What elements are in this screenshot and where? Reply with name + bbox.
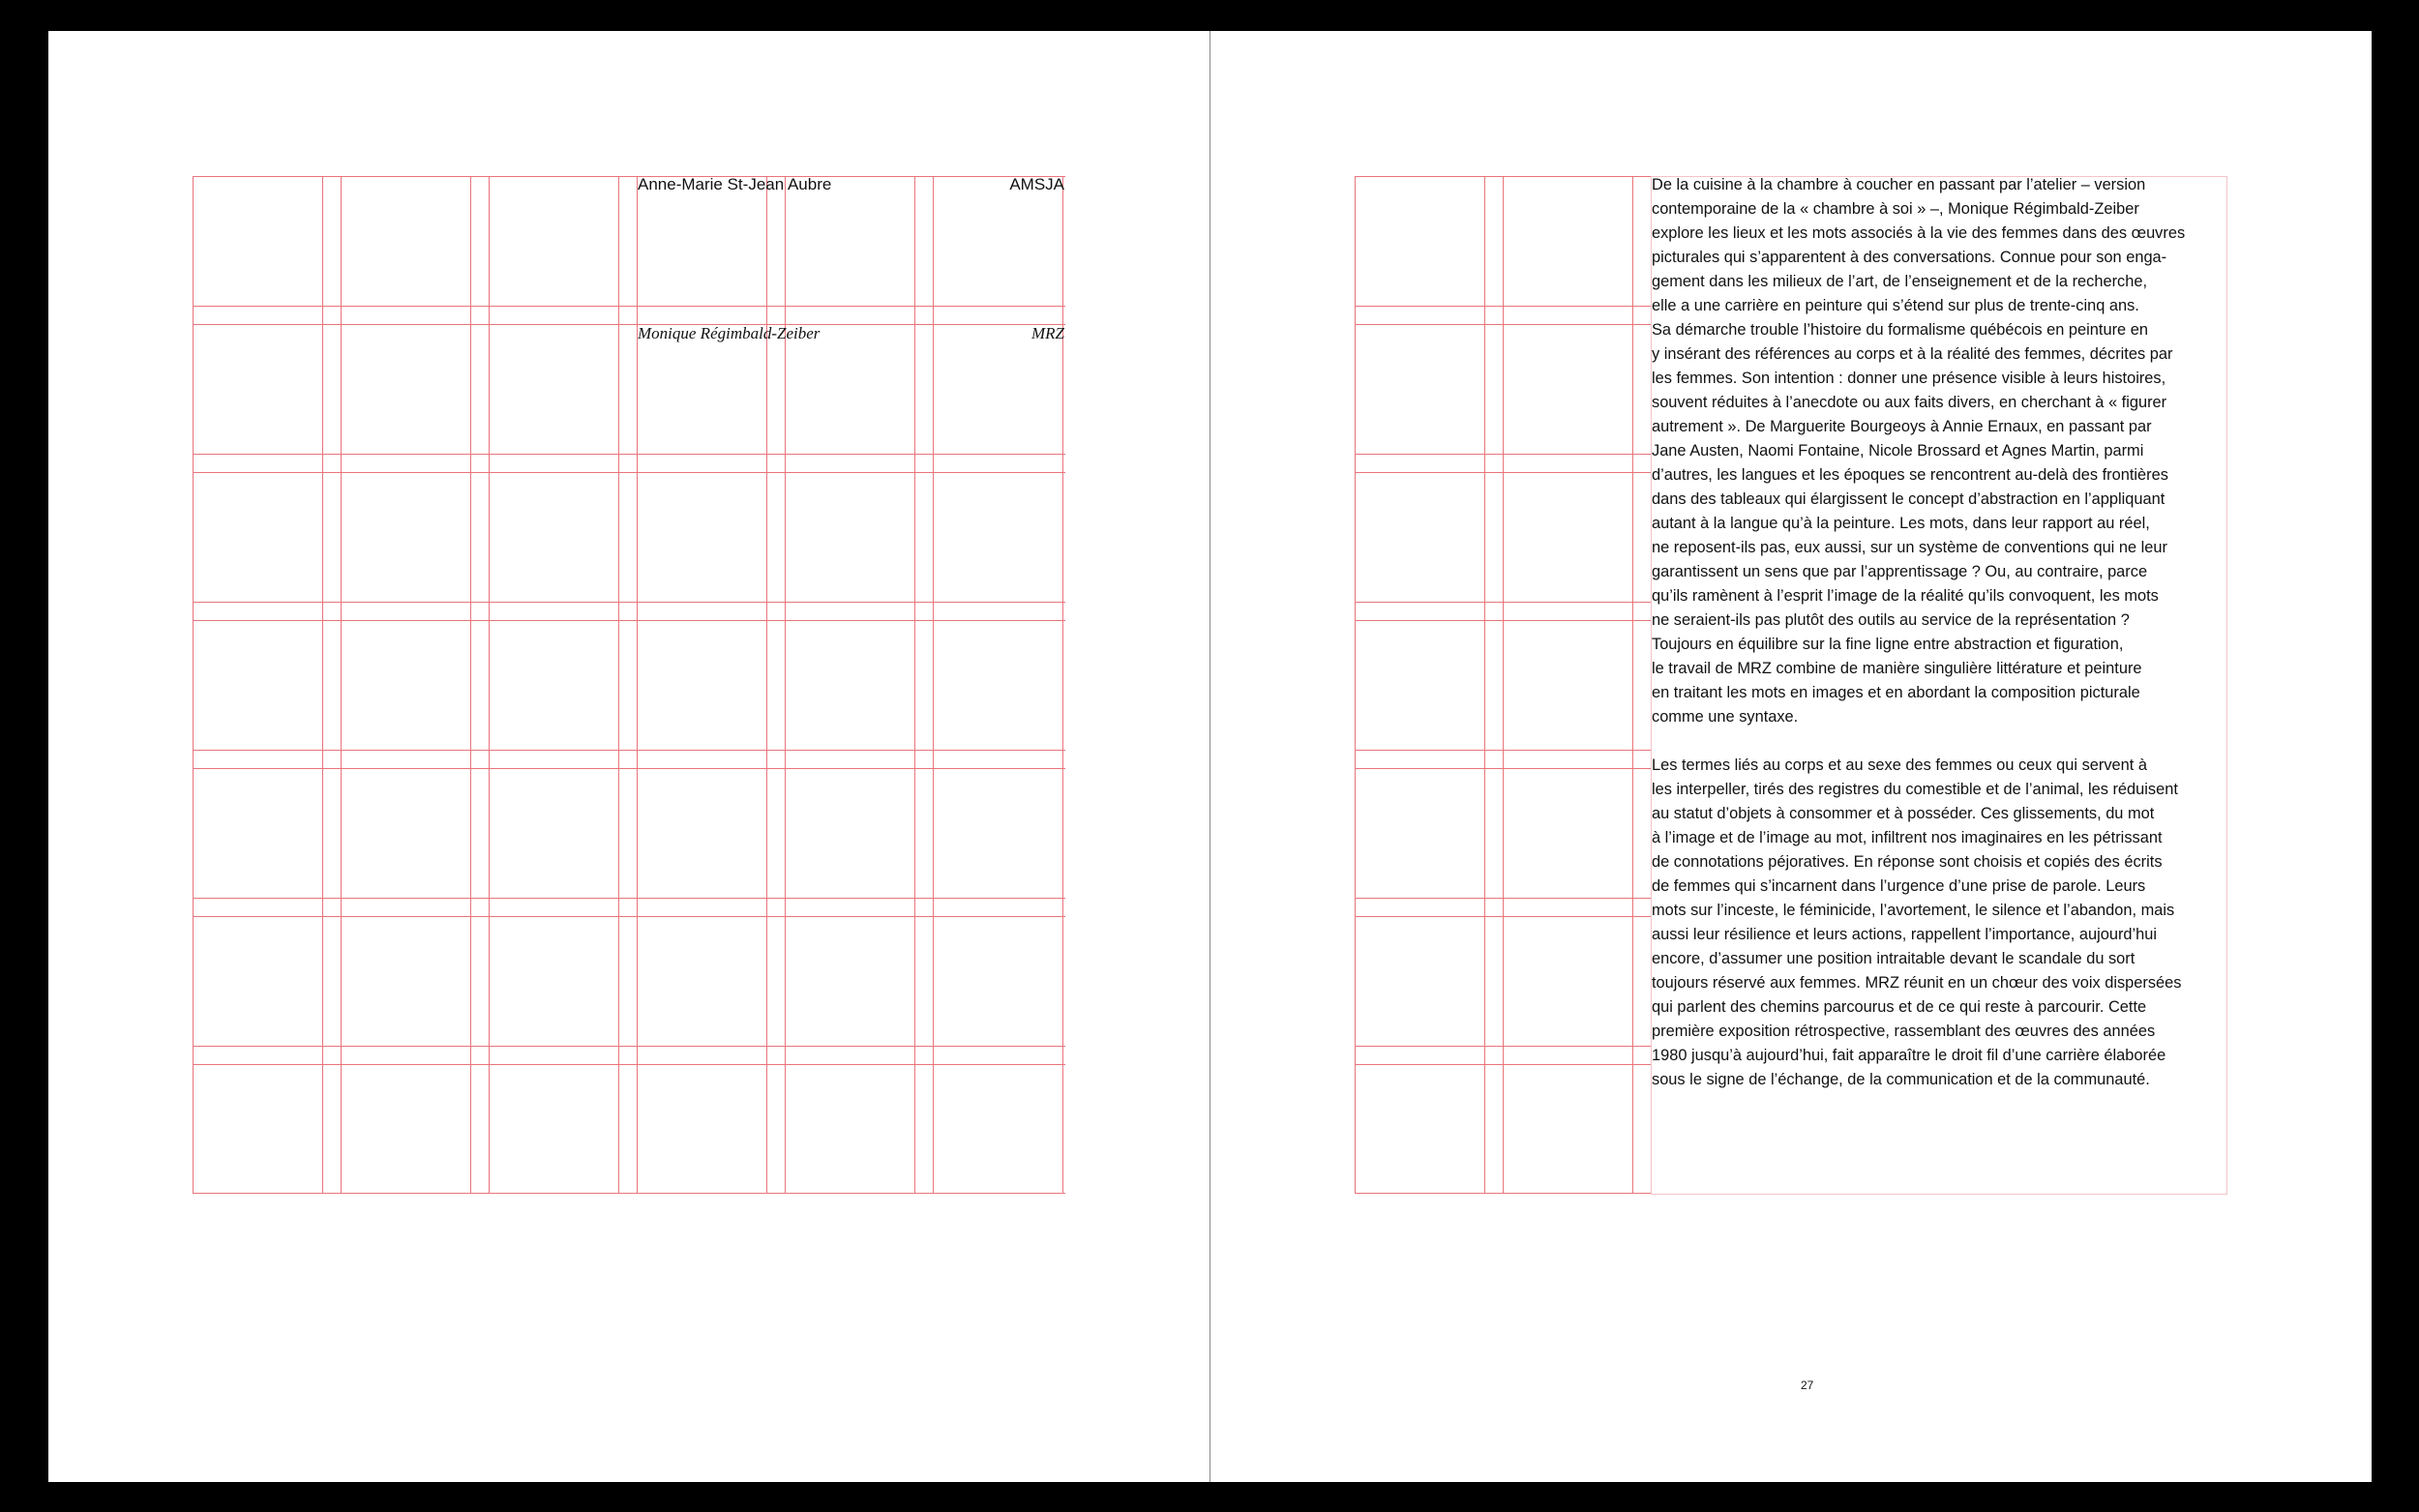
text-line: contemporaine de la « chambre à soi » –, Monique Régimbald-Zeiber	[1652, 200, 2139, 218]
text-line: aussi leur résilience et leurs actions, rappellent l’importance, aujourd’hui	[1652, 926, 2158, 943]
grid-row-line	[193, 602, 1065, 603]
grid-row-line	[193, 176, 1065, 177]
grid-row-line	[193, 898, 1065, 899]
text-line: 1980 jusqu’à aujourd’hui, fait apparaître le droit fil d’une carrière élaborée	[1652, 1047, 2166, 1064]
text-line: picturales qui s’apparentent à des conversations. Connue pour son enga-	[1652, 249, 2167, 266]
grid-column-line	[489, 176, 490, 1194]
text-line: encore, d’assumer une position intraitable devant le scandale du sort	[1652, 950, 2135, 967]
grid-row-line	[1355, 306, 1651, 307]
text-line: qui parlent des chemins parcourus et de ce qui reste à parcourir. Cette	[1652, 998, 2147, 1016]
grid-column-line	[1355, 176, 1356, 1194]
text-line: autrement ». De Marguerite Bourgeoys à Annie Ernaux, en passant par	[1652, 418, 2152, 435]
text-line: garantissent un sens que par l’apprentissage ? Ou, au contraire, parce	[1652, 563, 2148, 580]
text-line: comme une syntaxe.	[1652, 708, 1799, 726]
grid-column-line	[193, 176, 194, 1194]
text-line: dans des tableaux qui élargissent le concept d’abstraction en l’appliquant	[1652, 490, 2165, 508]
text-line: ne reposent-ils pas, eux aussi, sur un système de conventions qui ne leur	[1652, 539, 2167, 556]
essay-text	[1652, 173, 2185, 1092]
grid-row-line	[1355, 768, 1651, 769]
grid-row-line	[1355, 620, 1651, 621]
grid-row-line	[1355, 454, 1651, 455]
grid-column-line	[341, 176, 342, 1194]
text-line: les interpeller, tirés des registres du comestible et de l’animal, les réduisent	[1652, 781, 2178, 798]
text-line: première exposition rétrospective, rassemblant des œuvres des années	[1652, 1023, 2156, 1040]
text-line: de femmes qui s’incarnent dans l’urgence d’une prise de parole. Leurs	[1652, 877, 2146, 895]
grid-column-line	[914, 176, 915, 1194]
subject-name: Monique Régimbald-Zeiber	[638, 324, 821, 342]
text-line: de connotations péjoratives. En réponse sont choisis et copiés des écrits	[1652, 853, 2163, 871]
grid-column-line	[1484, 176, 1485, 1194]
text-line: Les termes liés au corps et au sexe des femmes ou ceux qui servent à	[1652, 756, 2148, 774]
text-line: souvent réduites à l’anecdote ou aux faits divers, en cherchant à « figurer	[1652, 394, 2167, 411]
grid-row-line	[193, 306, 1065, 307]
author-initials: AMSJA	[1009, 175, 1064, 193]
grid-row-line	[193, 454, 1065, 455]
text-line: De la cuisine à la chambre à coucher en passant par l’atelier – version	[1652, 176, 2146, 193]
paragraph	[1652, 173, 2185, 729]
text-line: le travail de MRZ combine de manière singulière littérature et peinture	[1652, 660, 2142, 677]
grid-row-line	[1355, 1064, 1651, 1065]
text-line: en traitant les mots en images et en abordant la composition picturale	[1652, 684, 2140, 701]
grid-row-line	[193, 768, 1065, 769]
text-line: les femmes. Son intention : donner une présence visible à leurs histoires,	[1652, 370, 2166, 387]
grid-row-line	[1355, 176, 1651, 177]
text-line: elle a une carrière en peinture qui s’étend sur plus de trente-cinq ans.	[1652, 297, 2139, 314]
text-line: explore les lieux et les mots associés à la vie des femmes dans des œuvres	[1652, 224, 2186, 242]
text-line: toujours réservé aux femmes. MRZ réunit en un chœur des voix dispersées	[1652, 974, 2182, 992]
layout-grid-left	[193, 176, 1065, 1194]
grid-row-line	[193, 916, 1065, 917]
text-line: ne seraient-ils pas plutôt des outils au service de la représentation ?	[1652, 611, 2130, 629]
grid-row-line	[1355, 750, 1651, 751]
grid-row-line	[1355, 1193, 1651, 1194]
paragraph	[1652, 754, 2185, 1092]
grid-row-line	[1355, 916, 1651, 917]
text-line: autant à la langue qu’à la peinture. Les mots, dans leur rapport au réel,	[1652, 515, 2150, 532]
grid-row-line	[193, 1046, 1065, 1047]
subject-initials: MRZ	[1031, 324, 1064, 342]
text-line: mots sur l’inceste, le féminicide, l’avortement, le silence et l’abandon, mais	[1652, 902, 2175, 919]
text-line: y insérant des références au corps et à la réalité des femmes, décrites par	[1652, 345, 2173, 363]
text-line: au statut d’objets à consommer et à posséder. Ces glissements, du mot	[1652, 805, 2155, 822]
text-line: Jane Austen, Naomi Fontaine, Nicole Brossard et Agnes Martin, parmi	[1652, 442, 2144, 460]
author-name: Anne-Marie St-Jean Aubre	[638, 175, 832, 193]
grid-row-line	[193, 620, 1065, 621]
layout-grid-right	[1355, 176, 1651, 1194]
grid-row-line	[193, 472, 1065, 473]
text-line: Sa démarche trouble l’histoire du formalisme québécois en peinture en	[1652, 321, 2148, 339]
left-page	[48, 31, 1210, 1482]
text-line: qu’ils ramènent à l’esprit l’image de la réalité qu’ils convoquent, les mots	[1652, 587, 2159, 605]
text-line: d’autres, les langues et les époques se rencontrent au-delà des frontières	[1652, 466, 2168, 484]
grid-column-line	[322, 176, 323, 1194]
page-number: 27	[1801, 1379, 1814, 1392]
right-page	[1210, 31, 2372, 1482]
grid-row-line	[193, 1064, 1065, 1065]
text-line: à l’image et de l’image au mot, infiltrent nos imaginaires en les pétrissant	[1652, 829, 2163, 846]
grid-column-line	[1503, 176, 1504, 1194]
text-line: gement dans les milieux de l’art, de l’enseignement et de la recherche,	[1652, 273, 2148, 290]
grid-row-line	[1355, 602, 1651, 603]
grid-row-line	[1355, 472, 1651, 473]
grid-row-line	[193, 750, 1065, 751]
grid-row-line	[1355, 898, 1651, 899]
grid-row-line	[1355, 324, 1651, 325]
grid-column-line	[470, 176, 471, 1194]
grid-row-line	[193, 324, 1065, 325]
grid-column-line	[618, 176, 619, 1194]
grid-column-line	[933, 176, 934, 1194]
text-line: sous le signe de l’échange, de la communication et de la communauté.	[1652, 1071, 2150, 1088]
grid-row-line	[1355, 1046, 1651, 1047]
grid-column-line	[1632, 176, 1633, 1194]
text-line: Toujours en équilibre sur la fine ligne entre abstraction et figuration,	[1652, 636, 2124, 653]
grid-row-line	[193, 1193, 1065, 1194]
